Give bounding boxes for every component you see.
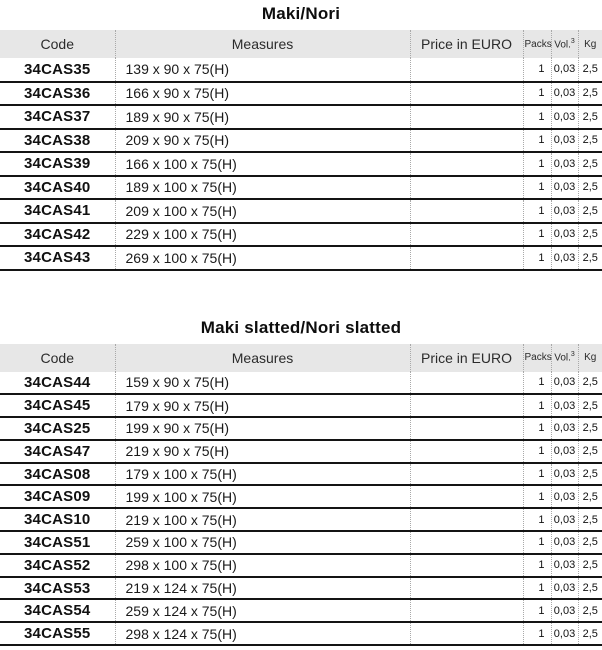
price-table-maki-nori	[0, 30, 602, 271]
cell-price	[410, 577, 523, 600]
cell-price	[410, 82, 523, 106]
cell-measures: 189 x 100 x 75(H)	[115, 176, 410, 200]
cell-vol: 0,03	[551, 152, 578, 176]
table-row	[0, 577, 602, 600]
table-row	[0, 531, 602, 554]
cell-code: 34CAS55	[0, 622, 115, 645]
column-header-price: Price in EURO	[410, 30, 523, 58]
cell-kg: 2,5	[578, 577, 602, 600]
cell-packs: 1	[523, 622, 551, 645]
vol-superscript: 3	[570, 351, 575, 359]
cell-kg: 2,5	[578, 599, 602, 622]
cell-measures: 166 x 100 x 75(H)	[115, 152, 410, 176]
table-body	[0, 372, 602, 646]
table-row	[0, 199, 602, 223]
cell-packs: 1	[523, 394, 551, 417]
cell-code: 34CAS53	[0, 577, 115, 600]
cell-measures: 259 x 100 x 75(H)	[115, 531, 410, 554]
cell-code: 34CAS35	[0, 58, 115, 82]
cell-packs: 1	[523, 82, 551, 106]
table-row	[0, 223, 602, 247]
cell-kg: 2,5	[578, 463, 602, 486]
cell-vol: 0,03	[551, 554, 578, 577]
cell-measures: 199 x 100 x 75(H)	[115, 485, 410, 508]
column-header-packs: Packs	[523, 30, 551, 58]
column-header-measures: Measures	[115, 30, 410, 58]
cell-kg: 2,5	[578, 82, 602, 106]
vol-label: Vol.	[554, 39, 571, 51]
cell-price	[410, 622, 523, 645]
table-title: Maki/Nori	[261, 4, 341, 23]
cell-code: 34CAS38	[0, 129, 115, 153]
cell-packs: 1	[523, 58, 551, 82]
cell-price	[410, 599, 523, 622]
cell-vol: 0,03	[551, 599, 578, 622]
cell-price	[410, 508, 523, 531]
table-row	[0, 622, 602, 645]
cell-code: 34CAS52	[0, 554, 115, 577]
table-row	[0, 105, 602, 129]
cell-vol: 0,03	[551, 531, 578, 554]
table-row	[0, 485, 602, 508]
cell-kg: 2,5	[578, 622, 602, 645]
cell-price	[410, 372, 523, 395]
cell-packs: 1	[523, 372, 551, 395]
table-row	[0, 417, 602, 440]
cell-code: 34CAS43	[0, 246, 115, 270]
cell-kg: 2,5	[578, 485, 602, 508]
table-row	[0, 554, 602, 577]
cell-vol: 0,03	[551, 129, 578, 153]
header-row	[0, 344, 602, 372]
column-header-vol	[551, 344, 578, 372]
cell-packs: 1	[523, 485, 551, 508]
table-row	[0, 246, 602, 270]
cell-kg: 2,5	[578, 531, 602, 554]
cell-kg: 2,5	[578, 394, 602, 417]
cell-packs: 1	[523, 199, 551, 223]
cell-kg: 2,5	[578, 554, 602, 577]
catalog-page	[0, 4, 602, 646]
cell-code: 34CAS10	[0, 508, 115, 531]
cell-measures: 199 x 90 x 75(H)	[115, 417, 410, 440]
cell-vol: 0,03	[551, 223, 578, 247]
cell-price	[410, 223, 523, 247]
table-row	[0, 463, 602, 486]
cell-price	[410, 485, 523, 508]
price-table-maki-slatted-nori-slatted	[0, 344, 602, 647]
cell-code: 34CAS08	[0, 463, 115, 486]
cell-code: 34CAS39	[0, 152, 115, 176]
cell-vol: 0,03	[551, 508, 578, 531]
header-row	[0, 30, 602, 58]
cell-packs: 1	[523, 508, 551, 531]
cell-kg: 2,5	[578, 372, 602, 395]
cell-code: 34CAS25	[0, 417, 115, 440]
cell-packs: 1	[523, 105, 551, 129]
cell-packs: 1	[523, 152, 551, 176]
table-row	[0, 394, 602, 417]
cell-vol: 0,03	[551, 440, 578, 463]
table-row	[0, 176, 602, 200]
cell-measures: 298 x 100 x 75(H)	[115, 554, 410, 577]
table-row	[0, 372, 602, 395]
cell-measures: 269 x 100 x 75(H)	[115, 246, 410, 270]
cell-measures: 219 x 90 x 75(H)	[115, 440, 410, 463]
cell-measures: 189 x 90 x 75(H)	[115, 105, 410, 129]
cell-price	[410, 394, 523, 417]
cell-measures: 219 x 100 x 75(H)	[115, 508, 410, 531]
cell-code: 34CAS54	[0, 599, 115, 622]
cell-code: 34CAS45	[0, 394, 115, 417]
table-row	[0, 599, 602, 622]
cell-measures: 298 x 124 x 75(H)	[115, 622, 410, 645]
table-section-maki-nori	[0, 4, 602, 271]
cell-vol: 0,03	[551, 577, 578, 600]
cell-kg: 2,5	[578, 223, 602, 247]
cell-kg: 2,5	[578, 246, 602, 270]
cell-kg: 2,5	[578, 105, 602, 129]
cell-measures: 219 x 124 x 75(H)	[115, 577, 410, 600]
cell-kg: 2,5	[578, 58, 602, 82]
cell-code: 34CAS40	[0, 176, 115, 200]
cell-vol: 0,03	[551, 82, 578, 106]
cell-code: 34CAS41	[0, 199, 115, 223]
table-row	[0, 508, 602, 531]
cell-measures: 166 x 90 x 75(H)	[115, 82, 410, 106]
column-header-price: Price in EURO	[410, 344, 523, 372]
cell-code: 34CAS44	[0, 372, 115, 395]
cell-measures: 139 x 90 x 75(H)	[115, 58, 410, 82]
column-header-measures: Measures	[115, 344, 410, 372]
cell-measures: 229 x 100 x 75(H)	[115, 223, 410, 247]
cell-measures: 179 x 90 x 75(H)	[115, 394, 410, 417]
cell-vol: 0,03	[551, 463, 578, 486]
cell-vol: 0,03	[551, 417, 578, 440]
cell-kg: 2,5	[578, 176, 602, 200]
cell-price	[410, 105, 523, 129]
cell-measures: 159 x 90 x 75(H)	[115, 372, 410, 395]
cell-vol: 0,03	[551, 176, 578, 200]
cell-price	[410, 417, 523, 440]
table-title: Maki slatted/Nori slatted	[200, 317, 402, 337]
cell-price	[410, 554, 523, 577]
cell-vol: 0,03	[551, 485, 578, 508]
column-header-kg: Kg	[578, 344, 602, 372]
cell-price	[410, 199, 523, 223]
table-section-maki-slatted-nori-slatted	[0, 318, 602, 647]
cell-measures: 209 x 100 x 75(H)	[115, 199, 410, 223]
cell-code: 34CAS47	[0, 440, 115, 463]
cell-kg: 2,5	[578, 417, 602, 440]
cell-vol: 0,03	[551, 246, 578, 270]
cell-price	[410, 176, 523, 200]
cell-kg: 2,5	[578, 440, 602, 463]
cell-vol: 0,03	[551, 622, 578, 645]
column-header-packs: Packs	[523, 344, 551, 372]
cell-vol: 0,03	[551, 105, 578, 129]
table-row	[0, 440, 602, 463]
cell-packs: 1	[523, 129, 551, 153]
cell-packs: 1	[523, 440, 551, 463]
cell-code: 34CAS51	[0, 531, 115, 554]
cell-kg: 2,5	[578, 508, 602, 531]
cell-vol: 0,03	[551, 394, 578, 417]
cell-packs: 1	[523, 531, 551, 554]
cell-code: 34CAS09	[0, 485, 115, 508]
vol-label: Vol.	[554, 352, 571, 364]
cell-measures: 259 x 124 x 75(H)	[115, 599, 410, 622]
table-row	[0, 58, 602, 82]
cell-price	[410, 129, 523, 153]
table-row	[0, 129, 602, 153]
cell-price	[410, 58, 523, 82]
table-body	[0, 58, 602, 270]
cell-measures: 209 x 90 x 75(H)	[115, 129, 410, 153]
cell-vol: 0,03	[551, 58, 578, 82]
cell-kg: 2,5	[578, 129, 602, 153]
cell-measures: 179 x 100 x 75(H)	[115, 463, 410, 486]
vol-superscript: 3	[570, 37, 575, 45]
cell-kg: 2,5	[578, 152, 602, 176]
table-row	[0, 82, 602, 106]
cell-packs: 1	[523, 417, 551, 440]
cell-price	[410, 246, 523, 270]
cell-packs: 1	[523, 176, 551, 200]
cell-code: 34CAS36	[0, 82, 115, 106]
cell-packs: 1	[523, 223, 551, 247]
cell-packs: 1	[523, 577, 551, 600]
cell-price	[410, 531, 523, 554]
cell-price	[410, 440, 523, 463]
column-header-code: Code	[0, 344, 115, 372]
cell-packs: 1	[523, 246, 551, 270]
cell-price	[410, 152, 523, 176]
cell-vol: 0,03	[551, 199, 578, 223]
cell-packs: 1	[523, 554, 551, 577]
cell-packs: 1	[523, 599, 551, 622]
cell-packs: 1	[523, 463, 551, 486]
cell-kg: 2,5	[578, 199, 602, 223]
cell-code: 34CAS37	[0, 105, 115, 129]
column-header-kg: Kg	[578, 30, 602, 58]
cell-code: 34CAS42	[0, 223, 115, 247]
table-row	[0, 152, 602, 176]
cell-price	[410, 463, 523, 486]
column-header-code: Code	[0, 30, 115, 58]
column-header-vol	[551, 30, 578, 58]
cell-vol: 0,03	[551, 372, 578, 395]
